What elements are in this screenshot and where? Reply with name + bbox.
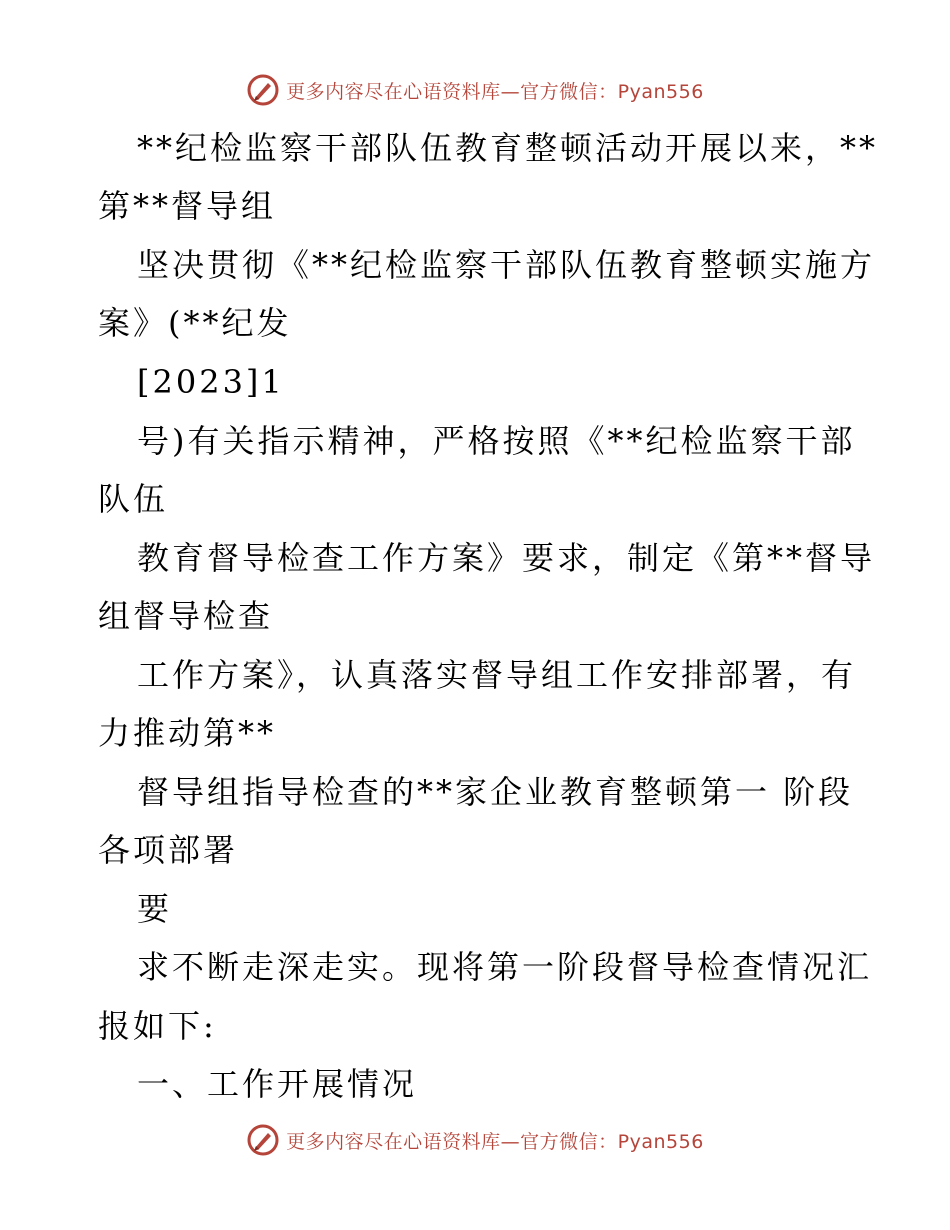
section-heading: 一、工作开展情况 xyxy=(137,1065,418,1103)
text-line: **纪检监察干部队伍教育整顿活动开展以来，** xyxy=(137,129,879,167)
text-line: 报如下: xyxy=(98,1007,217,1045)
text-line: 要 xyxy=(137,890,173,928)
text-line: [2023]1 xyxy=(137,363,285,401)
text-line: 坚决贯彻《**纪检监察干部队伍教育整顿实施方 xyxy=(137,246,876,284)
text-line: 案》(**纪发 xyxy=(98,304,292,342)
watermark-text: 更多内容尽在心语资料库—官方微信：Pyan556 xyxy=(286,1130,704,1153)
text-line: 队伍 xyxy=(98,480,169,518)
text-line: 号)有关指示精神，严格按照《**纪检监察干部 xyxy=(137,422,856,460)
text-line: 督导组指导检查的**家企业教育整顿第一 阶段 xyxy=(137,773,854,811)
text-line: 组督导检查 xyxy=(98,597,274,635)
text-line: 力推动第** xyxy=(98,714,277,752)
text-line: 工作方案》，认真落实督导组工作安排部署，有 xyxy=(137,656,857,694)
text-line: 各项部署 xyxy=(98,831,239,869)
text-line: 第**督导组 xyxy=(98,187,277,225)
watermark-text: 更多内容尽在心语资料库—官方微信：Pyan556 xyxy=(286,80,704,103)
watermark-footer xyxy=(0,1120,950,1160)
text-line: 教育督导检查工作方案》要求，制定《第**督导 xyxy=(137,539,876,577)
pen-in-circle-logo-icon xyxy=(246,1123,280,1157)
text-line: 求不断走深走实。现将第一阶段督导检查情况汇 xyxy=(137,948,873,986)
